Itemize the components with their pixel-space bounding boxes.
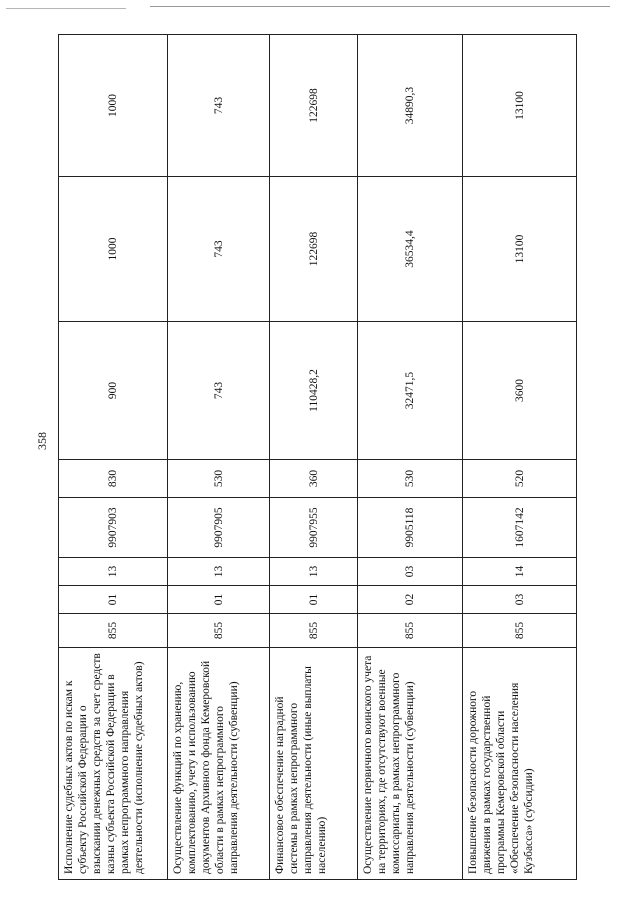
expense-type-code: 830 (59, 460, 168, 498)
target-article-code: 9905118 (358, 498, 463, 558)
row-description: Финансовое обеспечение наградной системы в рамках непрограммного направления деятельности (иные выплаты населению) (270, 648, 358, 880)
section-code: 01 (270, 586, 358, 614)
expense-type-code: 520 (463, 460, 577, 498)
amount-year-2: 122698 (270, 177, 358, 322)
scan-edge-line (150, 6, 610, 7)
subsection-code: 13 (59, 558, 168, 586)
amount-year-3: 1000 (59, 35, 168, 177)
amount-year-3: 13100 (463, 35, 577, 177)
budget-table (58, 34, 577, 880)
amount-year-2: 13100 (463, 177, 577, 322)
ministry-code: 855 (168, 614, 270, 648)
amount-year-2: 1000 (59, 177, 168, 322)
target-article-code: 9907905 (168, 498, 270, 558)
row-description: Исполнение судебных актов по искам к субъекту Российской Федерации о взыскании денежных средств за счет средств казны субъекта Российской Федерации в рамках непрограммного направления деятельности (исполнение судебных актов) (59, 648, 168, 880)
budget-table-container (58, 35, 576, 880)
row-description: Повышение безопасности дорожного движения в рамках государственной программы Кемеровской области «Обеспечение безопасности населения Кузбасса» (субсидии) (463, 648, 577, 880)
target-article-code: 9907903 (59, 498, 168, 558)
row-description: Осуществление функций по хранению, комплектованию, учету и использованию документов Архивного фонда Кемеровской области в рамках непрограммного направления деятельности (субвенции) (168, 648, 270, 880)
row-description: Осуществление первичного воинского учета на территориях, где отсутствуют военные комиссариаты, в рамках непрограммного направления деятельности (субвенции) (358, 648, 463, 880)
amount-year-1: 32471,5 (358, 322, 463, 460)
expense-type-code: 530 (168, 460, 270, 498)
amount-year-1: 900 (59, 322, 168, 460)
budget-table-rotated (58, 35, 576, 880)
section-code: 03 (463, 586, 577, 614)
ministry-code: 855 (358, 614, 463, 648)
amount-year-3: 743 (168, 35, 270, 177)
table-row (59, 35, 168, 880)
section-code: 02 (358, 586, 463, 614)
amount-year-1: 743 (168, 322, 270, 460)
page-number: 358 (35, 432, 49, 450)
expense-type-code: 360 (270, 460, 358, 498)
ministry-code: 855 (59, 614, 168, 648)
amount-year-1: 110428,2 (270, 322, 358, 460)
table-row (168, 35, 270, 880)
subsection-code: 13 (168, 558, 270, 586)
table-row (270, 35, 358, 880)
amount-year-3: 122698 (270, 35, 358, 177)
subsection-code: 03 (358, 558, 463, 586)
section-code: 01 (59, 586, 168, 614)
target-article-code: 1607142 (463, 498, 577, 558)
amount-year-2: 36534,4 (358, 177, 463, 322)
ministry-code: 855 (270, 614, 358, 648)
target-article-code: 9907955 (270, 498, 358, 558)
table-row (358, 35, 463, 880)
section-code: 01 (168, 586, 270, 614)
subsection-code: 14 (463, 558, 577, 586)
amount-year-2: 743 (168, 177, 270, 322)
scan-edge-line (6, 8, 126, 9)
amount-year-3: 34890,3 (358, 35, 463, 177)
table-row (463, 35, 577, 880)
expense-type-code: 530 (358, 460, 463, 498)
ministry-code: 855 (463, 614, 577, 648)
subsection-code: 13 (270, 558, 358, 586)
amount-year-1: 3600 (463, 322, 577, 460)
